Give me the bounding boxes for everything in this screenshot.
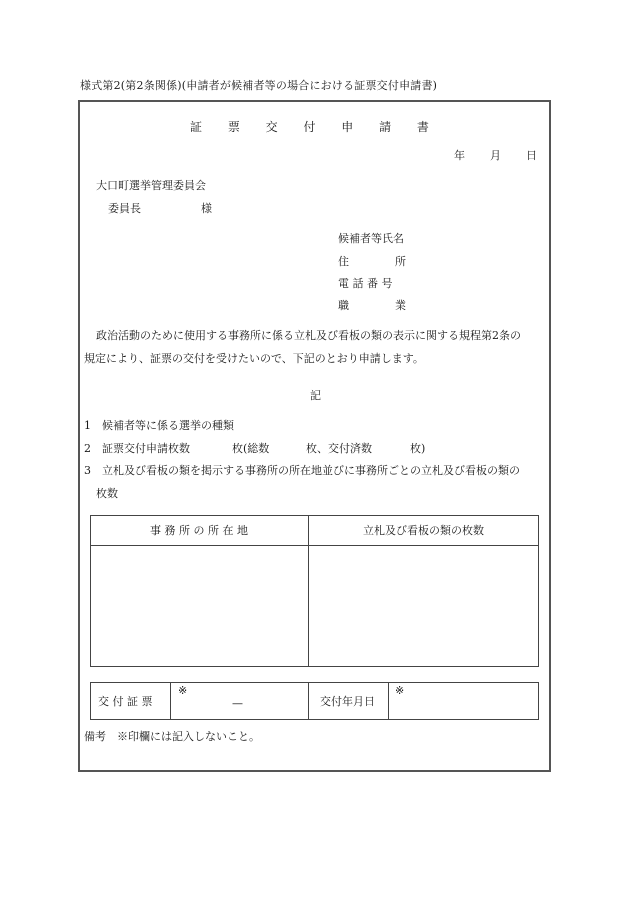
applicant-name-label: 候補者等氏名: [338, 232, 404, 245]
honorific: 様: [201, 202, 212, 215]
item-3-line-1: 3 立札及び看板の類を掲示する事務所の所在地並びに事務所ごとの立札及び看板の類の: [84, 464, 520, 477]
issue-date-label: 交付年月日: [320, 695, 375, 708]
item-1: 1 候補者等に係る選挙の種類: [84, 419, 234, 432]
item-2-issued: 枚、交付済数: [306, 442, 372, 455]
ki-heading: 記: [310, 389, 321, 402]
sign-count-header: 立札及び看板の類の枚数: [363, 524, 484, 537]
office-table: [90, 515, 539, 667]
body-text-line-1: 政治活動のために使用する事務所に係る立札及び看板の類の表示に関する規程第2条の: [96, 329, 521, 342]
committee-name: 大口町選挙管理委員会: [96, 179, 206, 192]
item-2-end: 枚): [410, 442, 426, 455]
issue-table-divider-2: [308, 682, 309, 720]
issue-table-divider-1: [170, 682, 171, 720]
chair-title: 委員長: [108, 202, 141, 215]
applicant-occupation-label-1: 職: [338, 299, 349, 312]
applicant-address-label-2: 所: [395, 255, 406, 268]
date-year-label: 年: [454, 149, 465, 162]
form-frame: [78, 100, 551, 772]
issued-certificate-label: 交 付 証 票: [98, 695, 153, 708]
office-location-header: 事 務 所 の 所 在 地: [150, 524, 248, 537]
issue-table-divider-3: [388, 682, 389, 720]
office-use-mark-1: ※: [178, 684, 188, 697]
form-caption: 様式第2(第2条関係)(申請者が候補者等の場合における証票交付申請書): [80, 79, 438, 92]
office-table-header-divider: [90, 545, 539, 546]
issue-table: [90, 682, 539, 720]
applicant-phone-label: 電 話 番 号: [338, 277, 393, 290]
body-text-line-2: 規定により、証票の交付を受けたいので、下記のとおり申請します。: [84, 352, 424, 365]
remarks-note: 備考 ※印欄には記入しないこと。: [84, 730, 260, 743]
item-2-total: 枚(総数: [232, 442, 270, 455]
office-use-mark-2: ※: [395, 684, 405, 697]
office-table-column-divider: [308, 515, 309, 667]
certificate-number-dash: —: [232, 697, 243, 710]
applicant-occupation-label-2: 業: [395, 299, 406, 312]
item-2-label: 2 証票交付申請枚数: [84, 442, 190, 455]
applicant-address-label-1: 住: [338, 255, 349, 268]
date-day-label: 日: [526, 149, 537, 162]
date-month-label: 月: [490, 149, 501, 162]
item-3-line-2: 枚数: [96, 487, 118, 500]
form-title: 証 票 交 付 申 請 書: [190, 120, 440, 134]
